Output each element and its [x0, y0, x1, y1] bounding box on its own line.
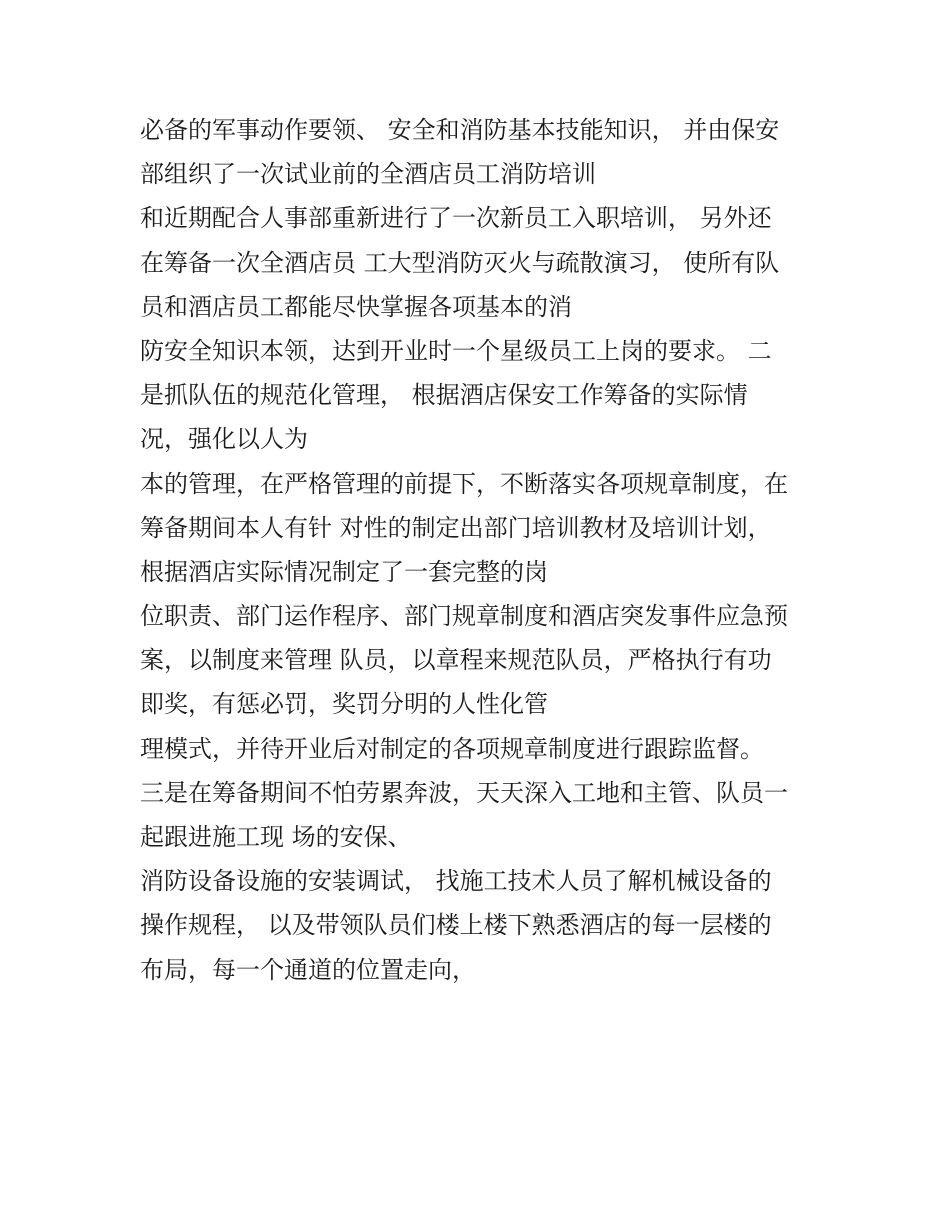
text-line: 消防设备设施的安装调试， 找施工技术人员了解机械设备的: [140, 867, 772, 896]
text-line: 本的管理，在严格管理的前提下，不断落实各项规章制度，在: [140, 469, 788, 498]
text-line: 和近期配合人事部重新进行了一次新员工入职培训， 另外还: [140, 204, 772, 233]
text-line: 防安全知识本领，达到开业时一个星级员工上岗的要求。 二: [140, 336, 772, 365]
text-line: 况，强化以人为: [140, 425, 308, 454]
body-text: [140, 108, 830, 992]
text-line: 操作规程， 以及带领队员们楼上楼下熟悉酒店的每一层楼的: [140, 911, 772, 940]
text-line: 案，以制度来管理 队员，以章程来规范队员，严格执行有功: [140, 646, 772, 675]
text-line: 必备的军事动作要领、 安全和消防基本技能知识， 并由保安: [140, 116, 780, 144]
text-line: 起跟进施工现 场的安保、: [140, 823, 412, 851]
text-line: 即奖，有惩必罚，奖罚分明的人性化管: [140, 690, 548, 719]
text-line: 位职责、部门运作程序、部门规章制度和酒店突发事件应急预: [140, 602, 788, 631]
text-line: 筹备期间本人有针 对性的制定出部门培训教材及培训计划，: [140, 513, 772, 542]
text-line: 三是在筹备期间不怕劳累奔波，天天深入工地和主管、队员一: [140, 778, 788, 807]
text-line: 理模式，并待开业后对制定的各项规章制度进行跟踪监督。: [140, 734, 764, 763]
text-line: 在筹备一次全酒店员 工大型消防灭火与疏散演习， 使所有队: [140, 248, 780, 277]
text-line: 根据酒店实际情况制定了一套完整的岗: [140, 557, 548, 586]
text-line: 布局，每一个通道的位置走向，: [140, 955, 476, 984]
text-line: 是抓队伍的规范化管理， 根据酒店保安工作筹备的实际情: [140, 381, 748, 410]
text-line: 部组织了一次试业前的全酒店员工消防培训: [140, 160, 596, 189]
text-line: 员和酒店员工都能尽快掌握各项基本的消: [140, 292, 572, 321]
